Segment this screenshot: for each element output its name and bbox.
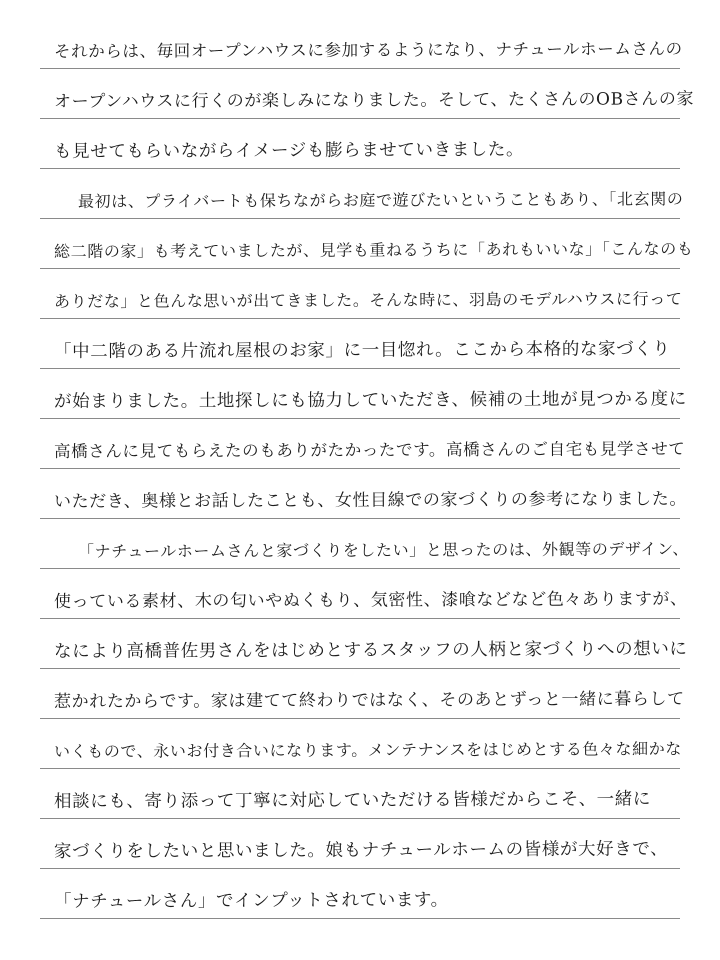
letter-line: 惹かれたからです。家は建てて終わりではなく、そのあとずっと一緒に暮らして <box>53 689 685 712</box>
letter-line: ありだな」と色んな思いが出てきました。そんな時に、羽島のモデルハウスに行って <box>53 289 683 311</box>
letter-line: 「中二階のある片流れ屋根のお家」に一目惚れ。ここから本格的な家づくり <box>53 339 671 362</box>
letter-line: 「ナチュールさん」でインプットされています。 <box>53 890 449 912</box>
letter-line: それからは、毎回オープンハウスに参加するようになり、ナチュールホームさんの <box>53 39 683 61</box>
letter-line: 最初は、プライバートも保ちながらお庭で遊びたいということもあり、「北玄関の <box>77 189 684 211</box>
letter-line: も見せてもらいながらイメージも膨らませていきました。 <box>53 139 525 162</box>
letter-line: 総二階の家」も考えていましたが、見学も重ねるうちに「あれもいいな」「こんなのも <box>53 239 694 261</box>
letter-line: オープンハウスに行くのが楽しみになりました。そして、たくさんのOBさんの家 <box>53 89 695 112</box>
letter-line: いただき、奥様とお話したことも、女性目線での家づくりの参考になりました。 <box>53 489 687 512</box>
letter-line: なにより高橋普佐男さんをはじめとするスタッフの人柄と家づくりへの想いに <box>53 639 688 662</box>
letter-line: が始まりました。土地探しにも協力していただき、候補の土地が見つかる度に <box>53 389 687 412</box>
letter-line: いくもので、永いお付き合いになります。メンテナンスをはじめとする色々な細かな <box>53 739 682 761</box>
letter-line: 家づくりをしたいと思いました。娘もナチュールホームの皆様が大好きで、 <box>53 839 669 862</box>
letter-line: 相談にも、寄り添って丁寧に対応していただける皆様だからこそ、一緒に <box>53 789 651 812</box>
letter-line: 高橋さんに見てもらえたのもありがたかったです。高橋さんのご自宅も見学させて <box>53 439 686 461</box>
letter-line: 「ナチュールホームさんと家づくりをしたい」と思ったのは、外観等のデザイン、 <box>77 539 690 561</box>
letter-line: 使っている素材、木の匂いやぬくもり、気密性、漆喰などなど色々ありますが、 <box>53 589 688 612</box>
